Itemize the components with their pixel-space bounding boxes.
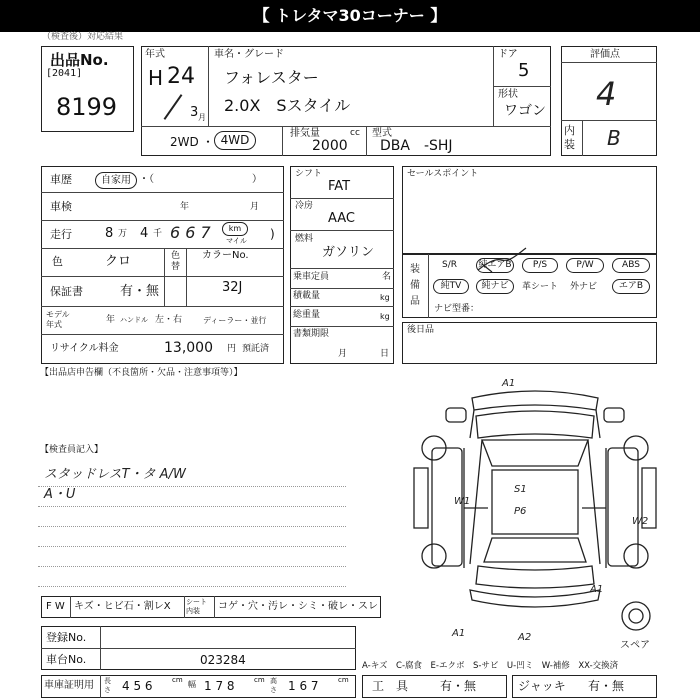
weight-unit: kg bbox=[380, 312, 390, 321]
shape-label: 形状 bbox=[498, 89, 518, 100]
chassis-label: 車台No. bbox=[46, 653, 87, 666]
equip-leather: 革シート bbox=[522, 282, 559, 292]
inspector-line2: A・U bbox=[44, 487, 76, 502]
model-value: DBA -SHJ bbox=[380, 138, 453, 154]
year-label: 年式 bbox=[145, 49, 165, 60]
damage-legend: A-キズ C-腐食 E-エクボ S-サビ U-凹ミ W-補修 XX-交換済 bbox=[362, 661, 619, 671]
equip-ext-navi: 外ナビ bbox=[570, 282, 598, 292]
recycle-value: 13,000 bbox=[164, 340, 213, 356]
recycle-note: 預託済 bbox=[242, 344, 270, 354]
cert-width-value: 1 7 8 bbox=[204, 679, 235, 693]
spare-label: スペア bbox=[620, 640, 650, 650]
interior-value: B bbox=[607, 126, 621, 150]
car-diagram bbox=[410, 378, 660, 650]
cert-height-label: 高さ bbox=[270, 677, 277, 694]
door-value: 5 bbox=[518, 60, 530, 81]
year-month: 3 bbox=[190, 105, 199, 120]
after-date-box bbox=[402, 322, 657, 364]
mileage-close: ) bbox=[270, 227, 275, 241]
mark-a-rear-right: A2 bbox=[518, 632, 532, 643]
aircon-label: 冷房 bbox=[295, 201, 314, 211]
chassis-value: 023284 bbox=[200, 653, 246, 667]
mileage-km-circled: km bbox=[222, 222, 248, 236]
capacity-label: 乗車定員 bbox=[293, 272, 330, 282]
inspection-label: 車検 bbox=[50, 200, 72, 213]
mark-a-front: A1 bbox=[502, 378, 516, 389]
history-close: ） bbox=[252, 174, 262, 185]
mileage-man: 8 bbox=[105, 226, 114, 241]
defect-seat: シート内装 bbox=[186, 598, 207, 615]
drive-4wd-circled bbox=[214, 131, 256, 150]
door-label: ドア bbox=[498, 49, 518, 60]
pen-check-mark bbox=[472, 244, 532, 280]
cert-label: 車庫証明用 bbox=[44, 680, 94, 691]
recycle-unit: 円 bbox=[227, 344, 237, 354]
recycle-label: リサイクル料金 bbox=[50, 343, 119, 354]
defect-items: キズ・ヒビ石・割レX bbox=[74, 601, 171, 612]
mileage-rest: 6 6 7 bbox=[170, 223, 211, 242]
history-rest: ・（ bbox=[139, 174, 154, 185]
cert-length-value: 4 5 6 bbox=[122, 679, 153, 693]
mark-a-rear-left: A1 bbox=[452, 628, 466, 639]
capacity-unit: 名 bbox=[382, 272, 392, 282]
model-label: 型式 bbox=[372, 128, 392, 139]
handle-options: 左・右 bbox=[155, 315, 183, 325]
header-banner bbox=[0, 0, 700, 32]
mark-a-right: A1 bbox=[590, 584, 604, 595]
shift-label: シフト bbox=[295, 169, 323, 179]
displacement-label: 排気量 bbox=[290, 128, 320, 139]
equip-jun-tv[interactable]: 純TV bbox=[433, 279, 469, 294]
inspection-month: 月 bbox=[250, 202, 260, 212]
cert-height-value: 1 6 7 bbox=[288, 679, 319, 693]
car-grade: 2.0X Sスタイル bbox=[224, 96, 351, 115]
equip-sr: S/R bbox=[442, 260, 457, 270]
year-value: 24 bbox=[167, 64, 195, 89]
aircon-value: AAC bbox=[328, 211, 355, 226]
mileage-label: 走行 bbox=[50, 228, 72, 241]
top-left-cut-text: （検査後）対応結果 bbox=[42, 32, 124, 42]
equip-jun-airb[interactable]: 純エアB bbox=[476, 258, 514, 273]
color-label: 色 bbox=[52, 255, 63, 268]
color-code: 32J bbox=[222, 280, 243, 295]
sales-points-box bbox=[402, 166, 657, 254]
jack-label: ジャッキ bbox=[518, 679, 566, 693]
defect-rest: コゲ・穴・汚レ・シミ・破レ・スレ bbox=[218, 601, 378, 612]
mileage-sen-unit: 千 bbox=[153, 229, 163, 239]
dealer-label: ディーラー・並行 bbox=[203, 316, 267, 325]
register-label: 登録No. bbox=[46, 631, 87, 644]
equip-ps[interactable]: P/S bbox=[522, 258, 558, 273]
docs-label: 書類期限 bbox=[293, 329, 330, 339]
load-label: 積載量 bbox=[293, 291, 321, 301]
shape-value: ワゴン bbox=[504, 103, 546, 119]
handle-label: ハンドル bbox=[120, 316, 148, 324]
banner-title: 【 トレタマ30コーナー 】 bbox=[253, 6, 447, 25]
mark-w1: W1 bbox=[454, 496, 471, 507]
defect-fw: F W bbox=[46, 601, 65, 612]
load-unit: kg bbox=[380, 293, 390, 302]
cert-length-label: 長さ bbox=[104, 677, 111, 694]
displacement-unit: cc bbox=[350, 128, 360, 138]
weight-label: 総重量 bbox=[293, 310, 321, 320]
score-label: 評価点 bbox=[590, 49, 620, 60]
equip-pw[interactable]: P/W bbox=[566, 258, 604, 273]
color-code-label: カラーNo. bbox=[202, 250, 249, 261]
fuel-label: 燃料 bbox=[295, 234, 314, 244]
drive-opt1: 2WD bbox=[170, 135, 199, 149]
tools-label: 工 具 bbox=[372, 679, 409, 693]
inspector-label: 【検査員記入】 bbox=[40, 445, 104, 455]
color-value: クロ bbox=[105, 254, 132, 269]
model-year-year: 年 bbox=[106, 315, 116, 325]
mark-s1: S1 bbox=[514, 484, 527, 495]
cert-height-unit: cm bbox=[338, 676, 349, 684]
interior-label: 内装 bbox=[564, 124, 575, 151]
inspection-year: 年 bbox=[180, 202, 190, 212]
equip-jun-navi[interactable]: 純ナビ bbox=[476, 279, 514, 294]
docs-day: 日 bbox=[380, 349, 390, 359]
year-era: H bbox=[148, 66, 164, 90]
sales-points-label: セールスポイント bbox=[407, 169, 479, 179]
after-date-label: 後日品 bbox=[407, 325, 435, 335]
equip-abs[interactable]: ABS bbox=[612, 258, 650, 273]
mark-w2: W2 bbox=[632, 516, 649, 527]
year-month-suffix: 月 bbox=[198, 113, 206, 122]
history-selected: 自家用 bbox=[95, 172, 137, 189]
color-change-label: 色替 bbox=[171, 251, 181, 272]
cert-length-unit: cm bbox=[172, 676, 183, 684]
history-label: 車歴 bbox=[50, 173, 72, 186]
warranty-value: 有・無 bbox=[120, 284, 160, 299]
drive-opt2: 4WD bbox=[220, 133, 250, 147]
displacement-value: 2000 bbox=[312, 138, 348, 154]
lot-number-box bbox=[41, 46, 134, 132]
car-label: 車名・グレード bbox=[214, 49, 284, 60]
mileage-mile: マイル bbox=[226, 237, 247, 245]
equipment-label: 装備品 bbox=[410, 264, 420, 307]
navi-model-label: ナビ型番： bbox=[434, 304, 480, 314]
notes-header: 【出品店申告欄（不良箇所・欠品・注意事項等）】 bbox=[40, 368, 243, 378]
mileage-sen: 4 bbox=[140, 226, 149, 241]
inspector-line1: スタッドレスT・タ A/W bbox=[44, 467, 186, 482]
equip-airb[interactable]: エアB bbox=[612, 279, 650, 294]
mark-p6: P6 bbox=[514, 506, 527, 517]
drive-sep: ・ bbox=[202, 135, 215, 149]
warranty-label: 保証書 bbox=[50, 285, 83, 298]
shift-value: FAT bbox=[328, 179, 351, 194]
lot-label: 出品No. bbox=[50, 51, 109, 69]
score-value: 4 bbox=[596, 75, 617, 113]
cert-width-label: 幅 bbox=[188, 680, 196, 689]
mileage-man-unit: 万 bbox=[118, 229, 128, 239]
model-year-label: モデル年式 bbox=[46, 310, 70, 329]
lot-number: 8199 bbox=[56, 93, 118, 121]
lot-ref: [2041] bbox=[46, 68, 83, 79]
jack-value: 有・無 bbox=[588, 679, 625, 693]
tools-value: 有・無 bbox=[440, 679, 477, 693]
fuel-value: ガソリン bbox=[322, 245, 375, 260]
cert-width-unit: cm bbox=[254, 676, 265, 684]
docs-month: 月 bbox=[338, 349, 348, 359]
car-name: フォレスター bbox=[224, 68, 319, 87]
